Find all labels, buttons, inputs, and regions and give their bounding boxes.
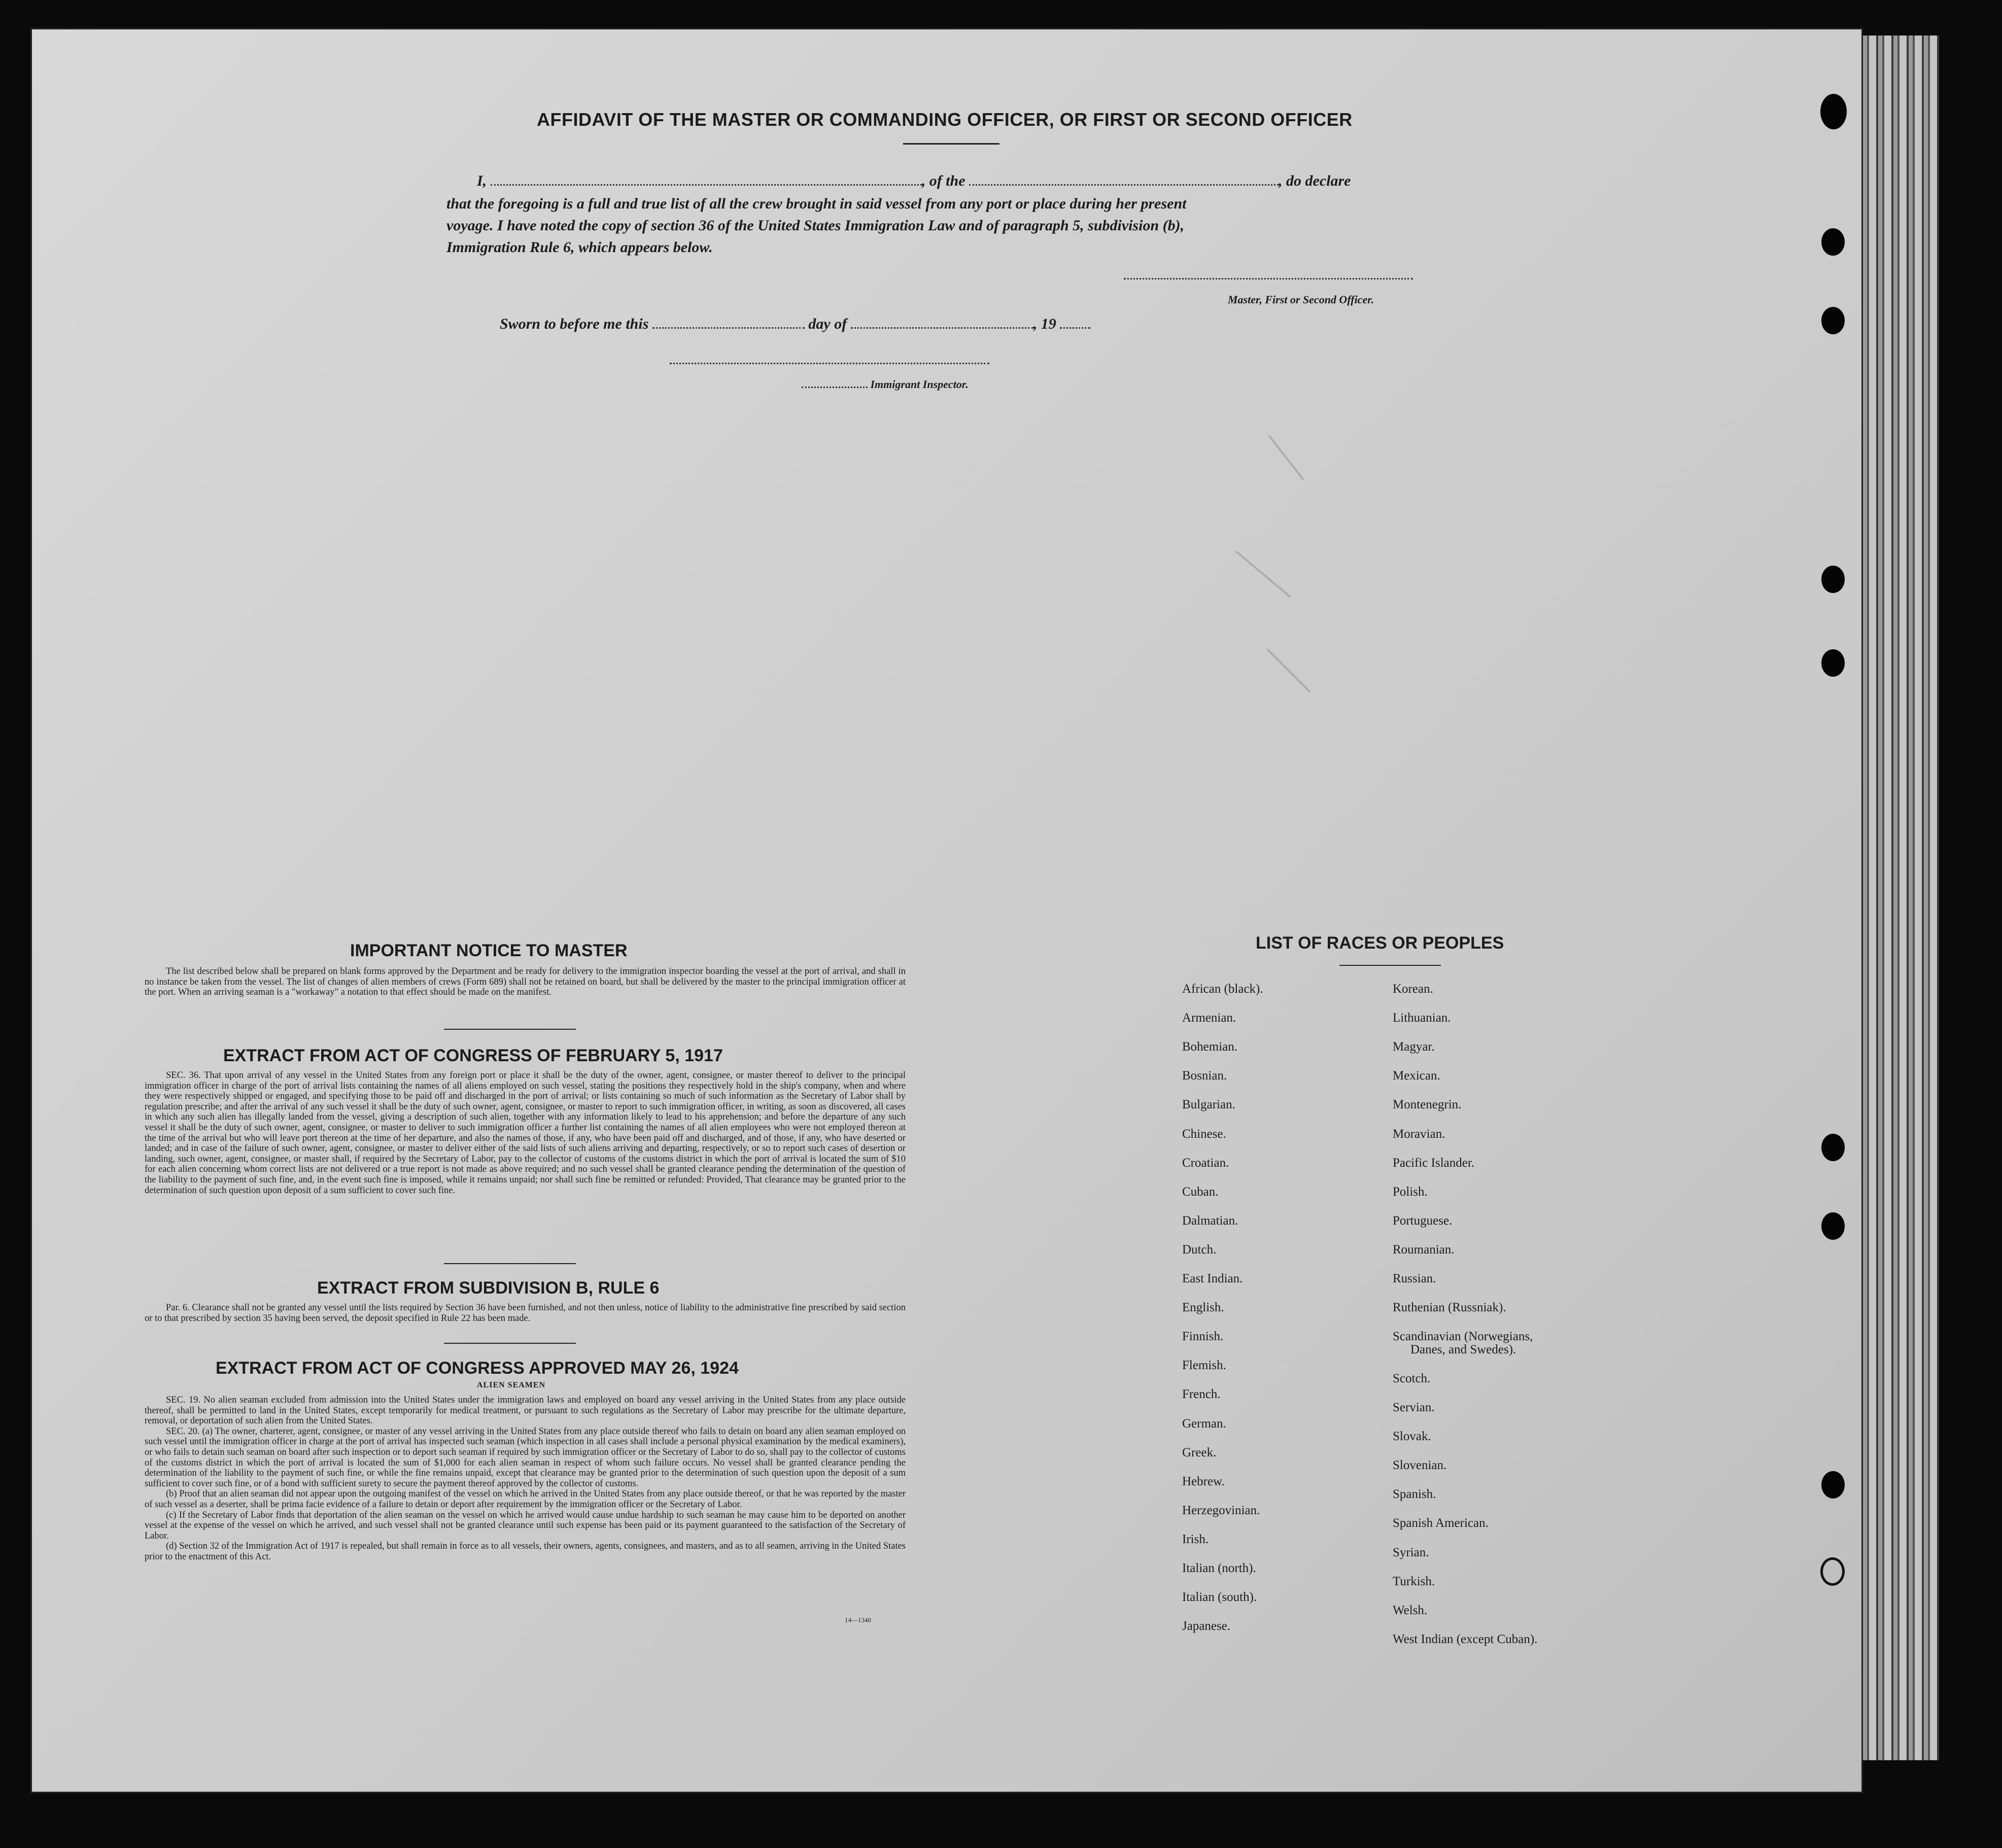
race-item: Servian. [1393, 1401, 1435, 1415]
of-the-label: , of the [921, 172, 965, 189]
race-item: Japanese. [1182, 1619, 1231, 1633]
inspector-label-row [802, 378, 969, 391]
binder-hole [1821, 1134, 1845, 1161]
race-item: Spanish American. [1393, 1516, 1489, 1530]
race-item: Flemish. [1182, 1358, 1226, 1373]
race-item: Bulgarian. [1182, 1098, 1235, 1112]
inspector-label: Immigrant Inspector. [870, 378, 969, 391]
race-item: Mexican. [1393, 1069, 1440, 1083]
title-underline [903, 143, 999, 145]
race-item: German. [1182, 1416, 1226, 1431]
race-item: Dutch. [1182, 1242, 1217, 1257]
notice-body [145, 966, 906, 998]
binder-hole-empty [1820, 1557, 1845, 1586]
race-item: Scandinavian (Norwegians, [1393, 1330, 1533, 1344]
race-item: French. [1182, 1387, 1221, 1402]
affidavit-line-3: voyage. I have noted the copy of section 36 of the United States Immigration Law and of paragraph 5, subdivision (b), [446, 217, 1185, 234]
race-item: Korean. [1393, 982, 1433, 996]
race-item: Turkish. [1393, 1574, 1435, 1588]
sworn-label: Sworn to before me this [500, 316, 649, 332]
sworn-day-field[interactable] [652, 327, 805, 329]
section-20d-text: (d) Section 32 of the Immigration Act of 1917 is repealed, but shall remain in force as to all vessels, their owners, agents, consignees, and masters, and as to all seamen, arriving in the United States prior to the enactment of this Act. [145, 1541, 906, 1562]
extract-1924-title: EXTRACT FROM ACT OF CONGRESS APPROVED MAY 26, 1924 [216, 1358, 739, 1378]
race-item: English. [1182, 1301, 1224, 1315]
race-item: Slovenian. [1393, 1458, 1447, 1473]
form-number: 14—1340 [845, 1616, 871, 1624]
section-36-text: SEC. 36. That upon arrival of any vessel in the United States from any foreign port or place it shall be the duty of the owner, agent, consignee, or master thereof to deliver to the principal immigration officer in charge of the port of arrival lists containing the names of all aliens employed on such vessel, stating the positions they respectively hold in the ship's company, when and where they were respectively shipped or engaged, and specifying those to be paid off and discharged in the port of arrival; or lists containing so much of such information as the Secretary of Labor shall by regulation prescribe; and after the arrival of any such vessel it shall be the duty of such owner, agent, consignee, or master to report to such immigration officer, in writing, as soon as discovered, all cases in which any such alien has illegally landed from the vessel, giving a description of such alien, together with any information likely to lead to his apprehension; and before the departure of any such vessel it shall be the duty of such owner, agent, consignee, or master to deliver to such immigration officer a further list containing the names of all alien employees who were not employed thereon at the time of the arrival but who will leave port thereon at the time of her departure, and also the names of those, if any, who have been paid off and discharged, and of those, if any, who have deserted or landed; and in case of the failure of such owner, agent, consignee, or master to deliver either of the said lists of such aliens arriving and departing, respectively, or so to report such cases of desertion or landing, such owner, agent, consignee, or master shall, if required by the Secretary of Labor, pay to the collector of customs of the customs district in which the port of arrival is located the sum of $10 for each alien concerning whom correct lists are not delivered or a true report is not made as above required; and no such vessel shall be granted clearance pending the determination of the question of the liability to the payment of such fine, and, in the event such fine is imposed, while it remains unpaid; nor shall such fine be remitted or refunded: Provided, That clearance may be granted prior to the determination of such question upon deposit of a sum sufficient to cover such fine. [145, 1070, 906, 1196]
race-item: Cuban. [1182, 1184, 1219, 1199]
section-20b-text: (b) Proof that an alien seaman did not appear upon the outgoing manifest of the vessel on which he arrived in the United States from any place outside thereof, or that he was reported by the master of such vessel as a deserter, shall be prima facie evidence of a failure to detain or deport after requirement by the immigration officer or the Secretary of Labor. [145, 1489, 906, 1510]
binder-hole [1821, 1212, 1845, 1240]
officer-name-field[interactable] [491, 184, 922, 186]
do-declare-label: , do declare [1279, 172, 1351, 189]
race-item: African (black). [1182, 982, 1263, 996]
affidavit-i-label: I, [477, 172, 487, 189]
race-item: Montenegrin. [1393, 1098, 1462, 1112]
race-item: Italian (south). [1182, 1590, 1257, 1605]
notice-title: IMPORTANT NOTICE TO MASTER [350, 941, 628, 960]
race-item: Roumanian. [1393, 1242, 1455, 1257]
race-item: Scotch. [1393, 1371, 1431, 1385]
race-item: Bohemian. [1182, 1040, 1238, 1054]
race-item: Dalmatian. [1182, 1213, 1238, 1228]
race-item: East Indian. [1182, 1272, 1243, 1285]
race-item: Croatian. [1182, 1156, 1229, 1170]
paragraph-6-text: Par. 6. Clearance shall not be granted any vessel until the lists required by Section 36 have been furnished, and not then unless, notice of liability to the administrative fine prescribed by said section or to that prescribed by section 35 having been served, the deposit specified in Rule 22 has been made. [145, 1303, 906, 1323]
binder-hole [1820, 94, 1847, 129]
race-item: West Indian (except Cuban). [1393, 1632, 1538, 1646]
binder-hole [1821, 228, 1845, 256]
race-item: Lithuanian. [1393, 1011, 1451, 1025]
affidavit-line-4: Immigration Rule 6, which appears below. [446, 239, 713, 256]
signature-label: Master, First or Second Officer. [1228, 293, 1374, 306]
race-item: Magyar. [1393, 1040, 1435, 1054]
inspector-name-field[interactable] [802, 387, 868, 388]
race-item: Bosnian. [1182, 1069, 1227, 1083]
sworn-line [500, 316, 1090, 333]
affidavit-line-2: that the foregoing is a full and true list of all the crew brought in said vessel from any port or place during her present [446, 195, 1187, 212]
notice-paragraph: The list described below shall be prepared on blank forms approved by the Department and be ready for delivery to the immigration inspector boarding the vessel at the port of arrival, and shall in no instance be taken from the vessel. The list of changes of alien members of crews (Form 689) shall not be retained on board, but shall be delivered by the master to the principal immigration officer at the port. When an arriving seaman is a "workaway" a notation to that effect should be made on the manifest. [145, 966, 906, 998]
section-divider [444, 1029, 576, 1030]
race-item: Chinese. [1182, 1127, 1226, 1141]
signature-line[interactable] [1124, 278, 1413, 280]
binder-hole [1821, 1471, 1845, 1498]
race-item: Ruthenian (Russniak). [1393, 1301, 1506, 1315]
race-item: Spanish. [1393, 1487, 1436, 1502]
binder-hole [1821, 307, 1845, 334]
race-item: Polish. [1393, 1184, 1428, 1199]
vessel-name-field[interactable] [969, 184, 1279, 186]
races-title-underline [1339, 965, 1441, 966]
race-item: Pacific Islander. [1393, 1156, 1475, 1170]
section-divider [444, 1263, 576, 1264]
inspector-signature-line[interactable] [670, 363, 989, 364]
page-edge-stack [1863, 36, 1939, 1760]
race-item: Welsh. [1393, 1603, 1428, 1617]
affidavit-title: AFFIDAVIT OF THE MASTER OR COMMANDING OFFICER, OR FIRST OR SECOND OFFICER [537, 109, 1353, 130]
race-item: Syrian. [1393, 1545, 1429, 1559]
extract-1924-body [145, 1395, 906, 1562]
race-item: Russian. [1393, 1272, 1436, 1285]
race-item: Slovak. [1393, 1429, 1431, 1444]
extract-1917-body [145, 1070, 906, 1196]
extract-rule6-title: EXTRACT FROM SUBDIVISION B, RULE 6 [317, 1278, 660, 1298]
race-item: Irish. [1182, 1532, 1209, 1546]
race-item: Greek. [1182, 1445, 1217, 1459]
binder-hole [1821, 649, 1845, 677]
sworn-month-field[interactable] [851, 327, 1033, 329]
race-item: Danes, and Swedes). [1410, 1342, 1516, 1356]
race-item: Armenian. [1182, 1011, 1236, 1025]
section-20a-text: SEC. 20. (a) The owner, charterer, agent, consignee, or master of any vessel arriving in the United States from any place outside thereof who fails to detain on board any alien seaman employed on such vessel until the immigration officer in charge at the port of arrival has inspected such seaman (which inspection in all cases shall include a personal physical examination by the medical examiners), or who fails to detain such seaman on board after such inspection or to deport such seaman if required by such immigration officer or the Secretary of Labor to do so, shall pay to the collector of customs of the customs district in which the port of arrival is located the sum of $1,000 for each alien seaman in respect of whom such failure occurs. No vessel shall be granted clearance pending the determination of the liability to the payment of such fine, or while the fine remains unpaid, except that clearance may be granted prior to the determination of such question upon the deposit of a sum sufficient to cover such fine, or of a bond with sufficient surety to secure the payment thereof approved by the collector of customs. [145, 1426, 906, 1489]
extract-rule6-body [145, 1303, 906, 1323]
race-item: Moravian. [1393, 1127, 1445, 1141]
alien-seamen-subtitle: ALIEN SEAMEN [477, 1381, 546, 1389]
affidavit-line-1 [477, 172, 1351, 190]
year-prefix-label: , 19 [1033, 316, 1056, 332]
race-item: Portuguese. [1393, 1213, 1453, 1228]
race-item: Hebrew. [1182, 1474, 1225, 1488]
sworn-year-field[interactable] [1060, 327, 1090, 329]
race-item: Italian (north). [1182, 1561, 1256, 1575]
section-19-text: SEC. 19. No alien seaman excluded from admission into the United States under the immigration laws and employed on board any vessel arriving in the United States from any place outside thereof, shall be permitted to land in the United States, except temporarily for medical treatment, or pursuant to such regulations as the Secretary of Labor may prescribe for the ultimate departure, removal, or deportation of such alien from the United States. [145, 1395, 906, 1426]
races-title: LIST OF RACES OR PEOPLES [1256, 933, 1504, 953]
binder-hole [1821, 566, 1845, 593]
extract-1917-title: EXTRACT FROM ACT OF CONGRESS OF FEBRUARY 5, 1917 [223, 1046, 723, 1065]
race-item: Herzegovinian. [1182, 1503, 1260, 1517]
section-20c-text: (c) If the Secretary of Labor finds that deportation of the alien seaman on the vessel on which he arrived would cause undue hardship to such seaman he may cause him to be deported on another vessel at the expense of the vessel on which he arrived, and such vessel shall not be granted clearance until such expense has been paid or its payment guaranteed to the satisfaction of the Secretary of Labor. [145, 1510, 906, 1541]
race-item: Finnish. [1182, 1330, 1224, 1344]
section-divider [444, 1343, 576, 1344]
day-of-label: day of [808, 316, 847, 332]
